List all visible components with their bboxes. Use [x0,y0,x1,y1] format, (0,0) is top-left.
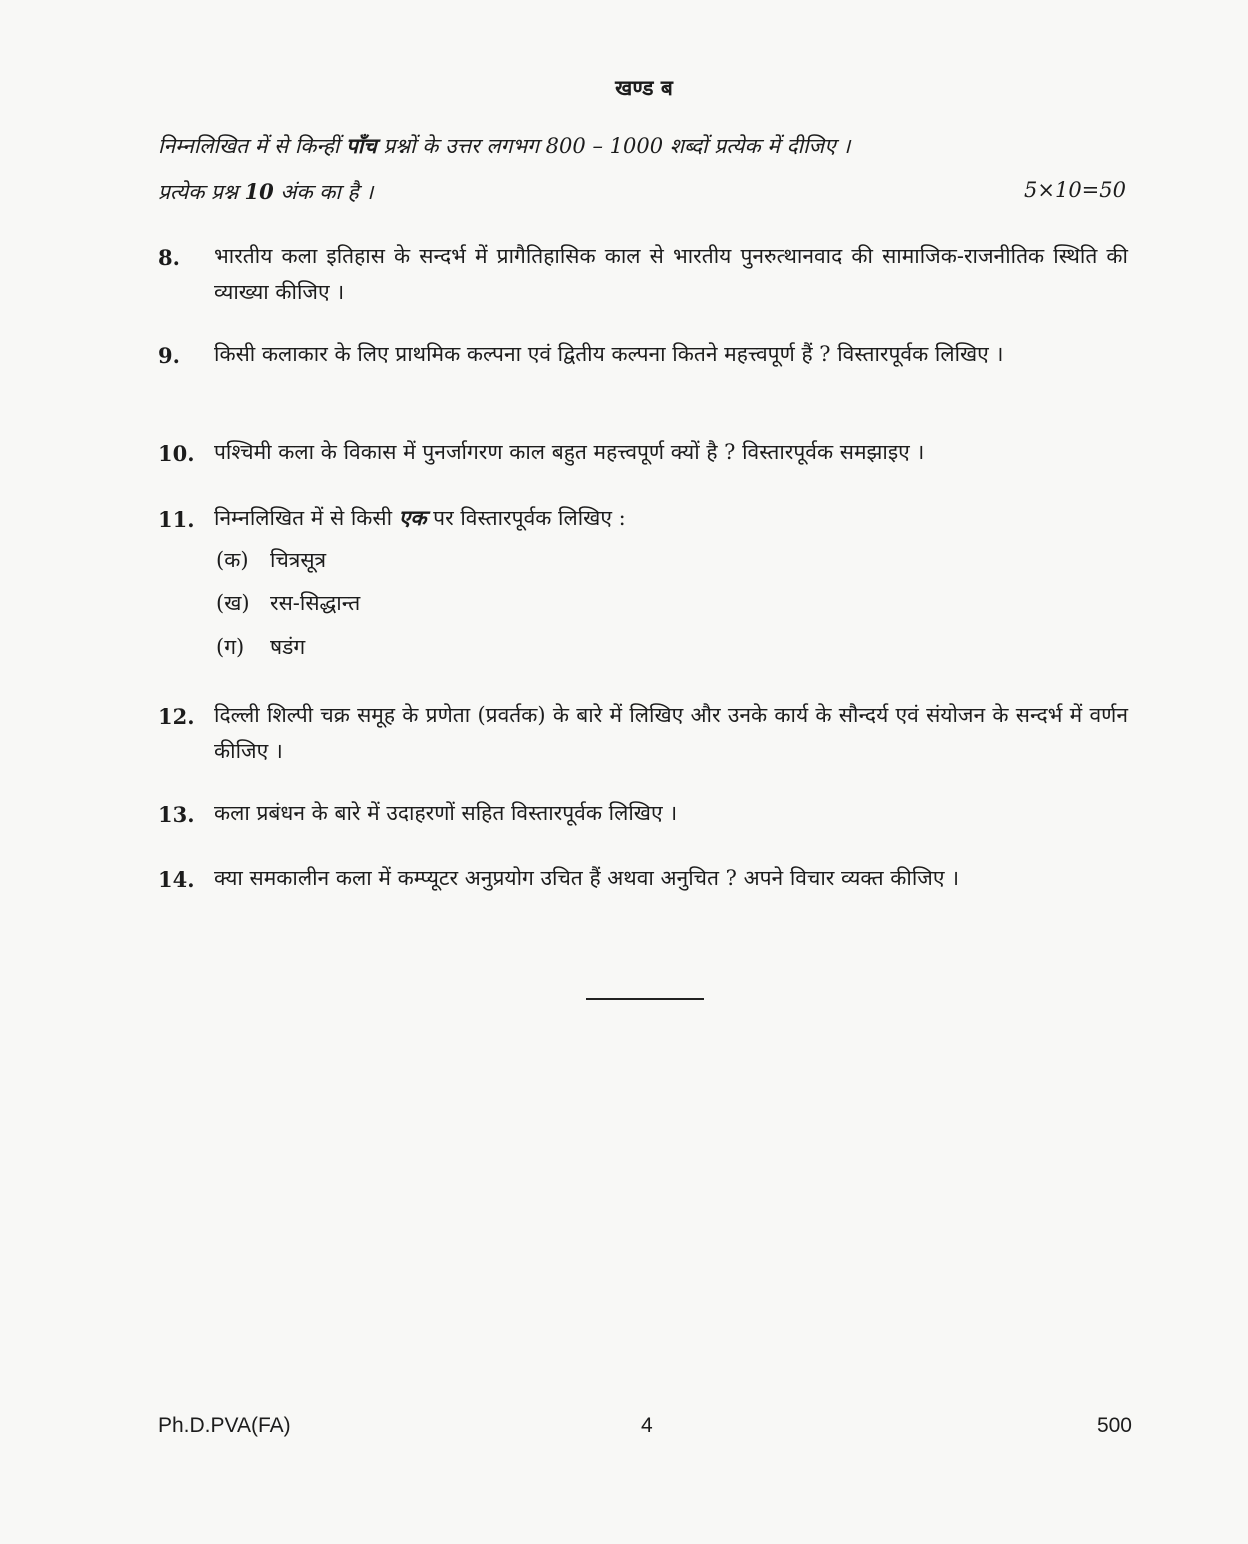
question-10 [158,434,1128,470]
question-9 [158,336,1128,372]
question-number: 13. [158,802,195,827]
instruction-line-1 [158,132,850,160]
question-11-bold: एक [398,505,427,530]
question-number: 9. [158,343,180,368]
question-number: 10. [158,441,195,466]
instruction-line-1-pre: निम्नलिखित में से किन्हीं [158,134,346,158]
question-text: कला प्रबंधन के बारे में उदाहरणों सहित विस्तारपूर्वक लिखिए । [214,801,678,825]
option-label: (ग) [216,635,245,659]
option-text: षडंग [270,635,306,659]
option-text: चित्रसूत्र [270,548,327,572]
question-text: पश्चिमी कला के विकास में पुनर्जागरण काल बहुत महत्त्वपूर्ण क्यों है ? विस्तारपूर्वक समझाइए । [214,440,925,464]
question-text: दिल्ली शिल्पी चक्र समूह के प्रणेता (प्रवर्तक) के बारे में लिखिए और उनके कार्य के सौन्दर्य एवं संयोजन के सन्दर्भ में वर्णन कीजिए । [214,703,1128,763]
section-title: खण्ड ब [615,75,673,100]
question-number: 8. [158,245,180,270]
instruction-line-2 [158,178,373,206]
question-13 [158,795,1128,831]
question-11-pre: निम्नलिखित में से किसी [214,506,399,530]
instruction-line-2-pre: प्रत्येक प्रश्न [158,180,245,204]
question-text [214,500,1128,536]
footer-page-number: 4 [641,1414,653,1437]
question-text: भारतीय कला इतिहास के सन्दर्भ में प्रागैतिहासिक काल से भारतीय पुनरुत्थानवाद की सामाजिक-राजनीतिक स्थिति की व्याख्या कीजिए । [214,244,1128,304]
question-text: किसी कलाकार के लिए प्राथमिक कल्पना एवं द्वितीय कल्पना कितने महत्त्वपूर्ण हैं ? विस्तारपूर्वक लिखिए । [214,342,1004,366]
footer-number: 500 [1096,1414,1132,1437]
option-text: रस-सिद्धान्त [270,591,361,615]
question-number: 14. [158,867,195,892]
footer-paper-code: Ph.D.PVA(FA) [158,1414,291,1437]
instruction-line-1-bold: पाँच [345,133,377,158]
option-ka [216,546,326,574]
option-ga [216,633,305,661]
question-11 [158,500,1128,536]
option-kha [216,589,360,617]
option-label: (क) [216,548,249,572]
marks-total: 5×10=50 [1024,178,1126,202]
question-number: 11. [158,507,195,532]
instruction-line-2-bold: 10 [244,179,274,204]
instruction-line-2-post: अंक का है । [273,180,374,204]
instruction-line-1-post: प्रश्नों के उत्तर लगभग 800 – 1000 शब्दों प्रत्येक में दीजिए । [376,134,851,158]
question-12 [158,697,1128,769]
option-label: (ख) [216,591,250,615]
question-number: 12. [158,704,195,729]
question-8 [158,238,1128,310]
question-11-post: पर विस्तारपूर्वक लिखिए : [426,506,626,530]
question-14 [158,860,1128,896]
end-divider [586,998,704,1000]
question-text: क्या समकालीन कला में कम्प्यूटर अनुप्रयोग उचित हैं अथवा अनुचित ? अपने विचार व्यक्त कीजिए । [214,866,960,890]
